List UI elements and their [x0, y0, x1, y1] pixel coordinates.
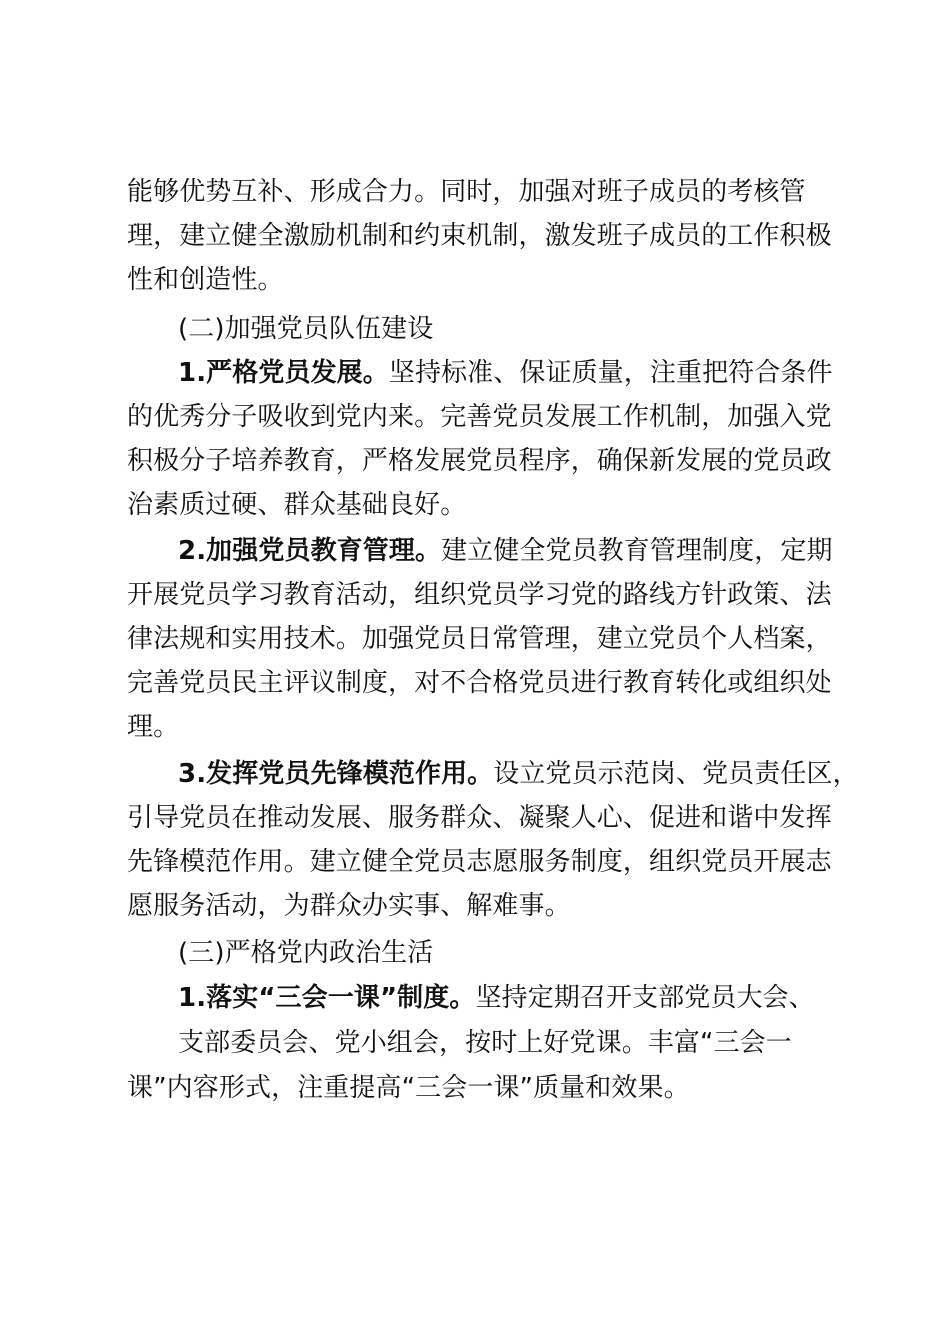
line-text: 完善党员民主评议制度，对不合格党员进行教育转化或组织处	[127, 668, 832, 698]
paragraph-line-7	[127, 444, 832, 478]
paragraph-line-5	[178, 356, 833, 390]
line-text: 积极分子培养教育，严格发展党员程序，确保新发展的党员政	[127, 446, 832, 476]
line-text: 先锋模范作用。建立健全党员志愿服务制度，组织党员开展志	[127, 847, 832, 877]
line-text: 愿服务活动，为群众办实事、解难事。	[127, 891, 571, 921]
item-title-2: 2.加强党员教育管理。	[178, 536, 442, 566]
line-text: 理。	[127, 712, 180, 742]
paragraph-line-3	[127, 263, 284, 297]
line-text: 性和创造性。	[127, 265, 284, 295]
paragraph-line-6	[127, 400, 832, 434]
line-text: 引导党员在推动发展、服务群众、凝聚人心、促进和谐中发挥	[127, 803, 832, 833]
paragraph-line-13	[127, 710, 179, 744]
paragraph-line-12	[127, 666, 832, 700]
paragraph-line-2	[127, 219, 832, 253]
paragraph-line-11	[127, 622, 832, 656]
paragraph-line-15	[127, 801, 832, 835]
line-text: 设立党员示范岗、党员责任区，	[493, 759, 859, 789]
paragraph-line-16	[127, 845, 832, 879]
line-text: 治素质过硬、群众基础良好。	[127, 490, 467, 520]
paragraph-line-17	[127, 889, 571, 923]
paragraph-line-20	[178, 1026, 792, 1060]
line-text: 坚持定期召开支部党员大会、	[475, 983, 815, 1013]
section-heading-3	[178, 936, 433, 970]
paragraph-line-21	[127, 1071, 690, 1105]
item-title-1: 1.严格党员发展。	[178, 358, 389, 388]
item-title-4: 1.落实“三会一课”制度。	[178, 983, 476, 1013]
line-text: 课”内容形式，注重提高“三会一课”质量和效果。	[127, 1073, 690, 1103]
section-heading-2	[178, 312, 433, 346]
heading-text: (二)加强党员队伍建设	[178, 314, 434, 344]
line-text: 坚持标准、保证质量，注重把符合条件	[388, 358, 833, 388]
item-title-3: 3.发挥党员先锋模范作用。	[178, 759, 494, 789]
paragraph-line-9	[178, 534, 833, 568]
line-text: 建立健全党员教育管理制度，定期	[441, 536, 833, 566]
line-text: 能够优势互补、形成合力。同时，加强对班子成员的考核管	[127, 177, 806, 207]
line-text: 支部委员会、党小组会，按时上好党课。丰富“三会一	[178, 1028, 792, 1058]
line-text: 开展党员学习教育活动，组织党员学习党的路线方针政策、法	[127, 580, 832, 610]
heading-text: (三)严格党内政治生活	[178, 938, 434, 968]
paragraph-line-14	[178, 757, 859, 791]
paragraph-line-1	[127, 175, 806, 209]
line-text: 的优秀分子吸收到党内来。完善党员发展工作机制，加强入党	[127, 402, 832, 432]
paragraph-line-19	[178, 981, 815, 1015]
paragraph-line-10	[127, 578, 832, 612]
line-text: 律法规和实用技术。加强党员日常管理，建立党员个人档案，	[127, 624, 832, 654]
paragraph-line-8	[127, 488, 466, 522]
line-text: 理，建立健全激励机制和约束机制，激发班子成员的工作积极	[127, 221, 832, 251]
